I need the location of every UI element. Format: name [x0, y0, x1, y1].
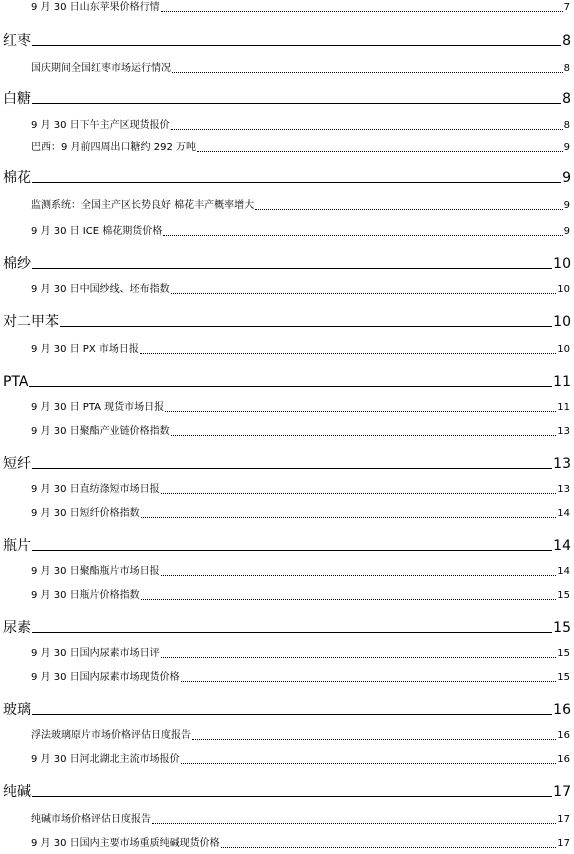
toc-section[interactable]	[0, 700, 574, 718]
toc-entry-title: 9 月 30 日瓶片价格指数	[31, 590, 140, 601]
toc-entry-title: 9 月 30 日国内尿素市场现货价格	[31, 672, 180, 683]
toc-entry-title: 国庆期间全国红枣市场运行情况	[31, 63, 171, 74]
toc-entry[interactable]	[0, 118, 574, 132]
toc-page-number: 10	[553, 314, 571, 330]
toc-leader-line	[32, 468, 552, 469]
toc-section-title: 对二甲苯	[3, 314, 59, 330]
toc-leader-dots	[197, 151, 563, 152]
toc-page-number: 13	[557, 426, 570, 437]
toc-section-title: 棉花	[3, 170, 31, 186]
toc-page-number: 9	[563, 200, 570, 211]
toc-entry-title: 9 月 30 日直纺涤短市场日报	[31, 484, 160, 495]
toc-section-title: 纯碱	[3, 784, 31, 800]
toc-entry[interactable]	[0, 198, 574, 212]
toc-entry-title: 9 月 30 日 PX 市场日报	[31, 344, 139, 355]
toc-section[interactable]	[0, 372, 574, 390]
toc-section-title: 棉纱	[3, 256, 31, 272]
toc-page-number: 8	[563, 63, 570, 74]
toc-section[interactable]	[0, 168, 574, 186]
toc-section-title: PTA	[3, 374, 29, 390]
toc-leader-line	[32, 45, 561, 46]
toc-page-number: 15	[557, 672, 570, 683]
toc-entry[interactable]	[0, 424, 574, 438]
toc-entry-title: 9 月 30 日国内尿素市场日评	[31, 648, 160, 659]
toc-entry[interactable]	[0, 670, 574, 684]
toc-page-number: 13	[557, 484, 570, 495]
toc-section[interactable]	[0, 618, 574, 636]
toc-leader-dots	[165, 411, 556, 412]
toc-entry-title: 浮法玻璃原片市场价格评估日度报告	[31, 730, 191, 741]
toc-page-number: 16	[557, 754, 570, 765]
toc-section[interactable]	[0, 536, 574, 554]
toc-entry[interactable]	[0, 140, 574, 154]
toc-page-number: 15	[557, 590, 570, 601]
toc-leader-dots	[141, 599, 557, 600]
toc-section[interactable]	[0, 31, 574, 49]
toc-entry[interactable]	[0, 564, 574, 578]
toc-leader-dots	[192, 739, 556, 740]
toc-page-number: 15	[557, 648, 570, 659]
toc-entry-title: 监测系统：全国主产区长势良好 棉花丰产概率增大	[31, 200, 255, 211]
toc-leader-line	[29, 386, 552, 387]
toc-section[interactable]	[0, 782, 574, 800]
toc-section[interactable]	[0, 89, 574, 107]
toc-page-number: 15	[553, 620, 571, 636]
toc-entry-title: 巴西：9 月前四周出口糖约 292 万吨	[31, 142, 196, 153]
toc-page-number: 10	[557, 344, 570, 355]
toc-leader-line	[60, 326, 552, 327]
toc-page-number: 9	[563, 226, 570, 237]
toc-section[interactable]	[0, 312, 574, 330]
toc-section-title: 红枣	[3, 33, 31, 49]
toc-leader-dots	[181, 763, 557, 764]
toc-leader-dots	[161, 11, 563, 12]
toc-page-number: 16	[557, 730, 570, 741]
toc-page-number: 16	[553, 702, 571, 718]
toc-section-title: 玻璃	[3, 702, 31, 718]
toc-leader-dots	[161, 657, 557, 658]
toc-entry-title: 9 月 30 日中国纱线、坯布指数	[31, 284, 170, 295]
toc-leader-dots	[141, 517, 557, 518]
toc-page-number: 11	[557, 402, 570, 413]
toc-entry[interactable]	[0, 0, 574, 14]
toc-leader-line	[32, 632, 552, 633]
toc-entry-title: 9 月 30 日短纤价格指数	[31, 508, 140, 519]
toc-leader-dots	[171, 293, 557, 294]
toc-leader-dots	[221, 847, 557, 848]
toc-entry[interactable]	[0, 836, 574, 850]
toc-section[interactable]	[0, 254, 574, 272]
toc-section-title: 白糖	[3, 91, 31, 107]
toc-leader-line	[32, 103, 561, 104]
toc-section[interactable]	[0, 454, 574, 472]
toc-entry[interactable]	[0, 752, 574, 766]
toc-page-number: 9	[562, 170, 571, 186]
toc-page-number: 17	[557, 814, 570, 825]
toc-page-number: 9	[563, 142, 570, 153]
toc-page-number: 13	[553, 456, 571, 472]
toc-leader-dots	[171, 435, 557, 436]
toc-entry[interactable]	[0, 224, 574, 238]
toc-leader-line	[32, 182, 561, 183]
toc-page-number: 14	[553, 538, 571, 554]
toc-leader-dots	[152, 823, 556, 824]
toc-entry[interactable]	[0, 646, 574, 660]
toc-entry-title: 9 月 30 日聚酯瓶片市场日报	[31, 566, 160, 577]
toc-section-title: 瓶片	[3, 538, 31, 554]
toc-entry[interactable]	[0, 61, 574, 75]
toc-page-number: 8	[563, 120, 570, 131]
toc-entry-title: 9 月 30 日聚酯产业链价格指数	[31, 426, 170, 437]
toc-leader-line	[32, 714, 552, 715]
toc-entry-title: 9 月 30 日 PTA 现货市场日报	[31, 402, 165, 413]
toc-page-number: 10	[557, 284, 570, 295]
toc-page-number: 17	[557, 838, 570, 849]
toc-entry[interactable]	[0, 342, 574, 356]
toc-page-number: 10	[553, 256, 571, 272]
toc-leader-line	[32, 550, 552, 551]
toc-leader-dots	[171, 129, 563, 130]
toc-entry[interactable]	[0, 506, 574, 520]
toc-page-number: 11	[553, 374, 571, 390]
toc-section-title: 尿素	[3, 620, 31, 636]
toc-entry[interactable]	[0, 400, 574, 414]
toc-section-title: 短纤	[3, 456, 31, 472]
toc-page-number: 8	[562, 33, 571, 49]
toc-leader-dots	[161, 493, 557, 494]
toc-entry-title: 纯碱市场价格评估日度报告	[31, 814, 151, 825]
toc-leader-dots	[172, 72, 563, 73]
toc-entry[interactable]	[0, 282, 574, 296]
toc-entry[interactable]	[0, 812, 574, 826]
toc-entry[interactable]	[0, 482, 574, 496]
toc-page-number: 17	[553, 784, 571, 800]
toc-page-number: 7	[563, 2, 570, 13]
toc-leader-dots	[255, 209, 562, 210]
toc-entry-title: 9 月 30 日国内主要市场重质纯碱现货价格	[31, 838, 220, 849]
toc-leader-dots	[181, 681, 557, 682]
toc-entry-title: 9 月 30 日山东苹果价格行情	[31, 2, 160, 13]
toc-page-number: 14	[557, 566, 570, 577]
toc-leader-dots	[161, 575, 557, 576]
toc-entry-title: 9 月 30 日下午主产区现货报价	[31, 120, 170, 131]
toc-leader-line	[32, 796, 552, 797]
toc-page-number: 8	[562, 91, 571, 107]
toc-leader-line	[32, 268, 552, 269]
toc-entry[interactable]	[0, 728, 574, 742]
toc-entry-title: 9 月 30 日河北湖北主流市场报价	[31, 754, 180, 765]
toc-entry[interactable]	[0, 588, 574, 602]
toc-leader-dots	[140, 353, 556, 354]
toc-entry-title: 9 月 30 日 ICE 棉花期货价格	[31, 226, 163, 237]
toc-page-number: 14	[557, 508, 570, 519]
toc-leader-dots	[163, 235, 562, 236]
